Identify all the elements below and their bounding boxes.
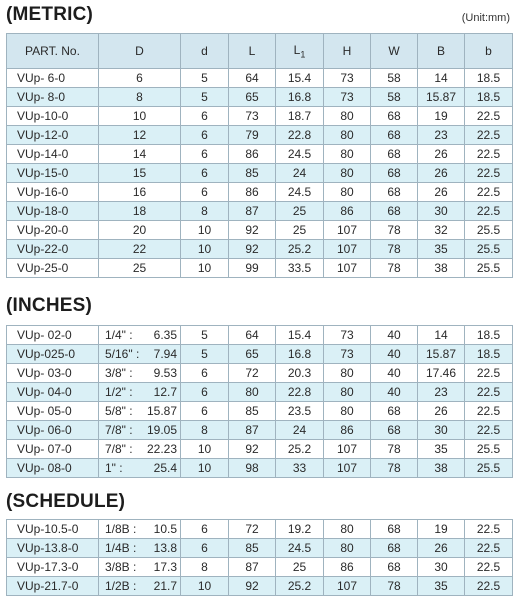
d-value: 12.7: [153, 385, 177, 399]
l1-cell: 24.5: [276, 539, 324, 558]
d-value: 9.53: [153, 366, 177, 380]
d-cell: [99, 539, 181, 558]
b-lower-cell: 25.5: [465, 440, 513, 459]
nominal-size-label: 5/16" :: [105, 347, 140, 361]
b-upper-cell: 26: [418, 539, 465, 558]
l1-cell: 22.8: [276, 126, 324, 145]
part-number-cell: VUp-12-0: [7, 126, 99, 145]
schedule-table-body: [7, 520, 513, 596]
l1-cell: 33: [276, 459, 324, 478]
table-row: [7, 539, 513, 558]
w-cell: 40: [371, 326, 418, 345]
b-upper-cell: 30: [418, 558, 465, 577]
h-cell: 73: [324, 88, 371, 107]
table-row: [7, 183, 513, 202]
metric-section-title: (METRIC): [6, 4, 94, 25]
part-number-cell: VUp- 03-0: [7, 364, 99, 383]
b-upper-cell: 17.46: [418, 364, 465, 383]
d-cell: [99, 364, 181, 383]
l1-cell: 24: [276, 164, 324, 183]
d-lower-cell: 6: [181, 539, 229, 558]
d-cell: [99, 520, 181, 539]
w-cell: 58: [371, 88, 418, 107]
w-cell: 58: [371, 69, 418, 88]
l1-cell: 23.5: [276, 402, 324, 421]
header-d-lower: d: [181, 34, 229, 69]
part-number-cell: VUp- 08-0: [7, 459, 99, 478]
nominal-size-label: 1/4" :: [105, 328, 133, 342]
b-lower-cell: 22.5: [465, 520, 513, 539]
table-row: [7, 577, 513, 596]
d-lower-cell: 5: [181, 69, 229, 88]
w-cell: 68: [371, 402, 418, 421]
d-cell: [99, 577, 181, 596]
l-cell: 92: [229, 440, 276, 459]
l1-cell: 16.8: [276, 345, 324, 364]
part-number-cell: VUp-18-0: [7, 202, 99, 221]
l-cell: 87: [229, 421, 276, 440]
table-row: [7, 440, 513, 459]
d-lower-cell: 8: [181, 421, 229, 440]
nominal-size-label: 1" :: [105, 461, 123, 475]
d-cell: [99, 383, 181, 402]
w-cell: 40: [371, 345, 418, 364]
l-cell: 85: [229, 402, 276, 421]
inches-table: [6, 325, 513, 478]
l-cell: 64: [229, 69, 276, 88]
h-cell: 73: [324, 69, 371, 88]
h-cell: 86: [324, 421, 371, 440]
b-upper-cell: 23: [418, 383, 465, 402]
d-cell: 25: [99, 259, 181, 278]
table-row: [7, 364, 513, 383]
nominal-size-label: 1/2B :: [105, 579, 137, 593]
table-row: [7, 202, 513, 221]
l-cell: 87: [229, 558, 276, 577]
table-row: [7, 145, 513, 164]
h-cell: 80: [324, 183, 371, 202]
b-upper-cell: 38: [418, 259, 465, 278]
d-lower-cell: 10: [181, 221, 229, 240]
header-b-upper: B: [418, 34, 465, 69]
h-cell: 86: [324, 558, 371, 577]
header-part-no: PART. No.: [7, 34, 99, 69]
table-row: [7, 88, 513, 107]
l1-cell: 16.8: [276, 88, 324, 107]
part-number-cell: VUp-15-0: [7, 164, 99, 183]
h-cell: 107: [324, 240, 371, 259]
l1-cell: 33.5: [276, 259, 324, 278]
part-number-cell: VUp-14-0: [7, 145, 99, 164]
w-cell: 68: [371, 520, 418, 539]
l-cell: 86: [229, 183, 276, 202]
table-row: [7, 126, 513, 145]
l1-cell: 25.2: [276, 440, 324, 459]
b-lower-cell: 25.5: [465, 240, 513, 259]
part-number-cell: VUp-13.8-0: [7, 539, 99, 558]
d-value: 13.8: [153, 541, 177, 555]
d-cell: 15: [99, 164, 181, 183]
b-upper-cell: 26: [418, 145, 465, 164]
nominal-size-label: 7/8" :: [105, 423, 133, 437]
d-lower-cell: 8: [181, 202, 229, 221]
d-lower-cell: 6: [181, 145, 229, 164]
l-cell: 72: [229, 520, 276, 539]
header-b-lower: b: [465, 34, 513, 69]
table-row: [7, 107, 513, 126]
w-cell: 68: [371, 145, 418, 164]
header-d-upper: D: [99, 34, 181, 69]
table-row: [7, 520, 513, 539]
d-value: 6.35: [153, 328, 177, 342]
part-number-cell: VUp-10.5-0: [7, 520, 99, 539]
inches-table-body: [7, 326, 513, 478]
l1-cell: 15.4: [276, 69, 324, 88]
d-value: 17.3: [153, 560, 177, 574]
l-cell: 99: [229, 259, 276, 278]
b-lower-cell: 22.5: [465, 558, 513, 577]
d-lower-cell: 10: [181, 240, 229, 259]
b-lower-cell: 22.5: [465, 107, 513, 126]
w-cell: 78: [371, 577, 418, 596]
d-cell: 22: [99, 240, 181, 259]
metric-table: [6, 33, 513, 278]
d-lower-cell: 6: [181, 107, 229, 126]
table-row: [7, 345, 513, 364]
l1-cell: 24: [276, 421, 324, 440]
l1-cell: 25.2: [276, 240, 324, 259]
part-number-cell: VUp-22-0: [7, 240, 99, 259]
d-cell: 18: [99, 202, 181, 221]
l-cell: 64: [229, 326, 276, 345]
part-number-cell: VUp-20-0: [7, 221, 99, 240]
nominal-size-label: 3/8" :: [105, 366, 133, 380]
part-number-cell: VUp- 06-0: [7, 421, 99, 440]
d-lower-cell: 10: [181, 440, 229, 459]
h-cell: 107: [324, 577, 371, 596]
part-number-cell: VUp- 6-0: [7, 69, 99, 88]
l-cell: 73: [229, 107, 276, 126]
b-lower-cell: 22.5: [465, 364, 513, 383]
d-cell: [99, 402, 181, 421]
h-cell: 80: [324, 164, 371, 183]
metric-table-body: [7, 69, 513, 278]
nominal-size-label: 1/8B :: [105, 522, 137, 536]
b-upper-cell: 19: [418, 107, 465, 126]
l-cell: 92: [229, 577, 276, 596]
h-cell: 107: [324, 259, 371, 278]
h-cell: 107: [324, 459, 371, 478]
d-lower-cell: 6: [181, 364, 229, 383]
b-lower-cell: 22.5: [465, 164, 513, 183]
part-number-cell: VUp-17.3-0: [7, 558, 99, 577]
part-number-cell: VUp-10-0: [7, 107, 99, 126]
d-lower-cell: 10: [181, 259, 229, 278]
nominal-size-label: 3/8B :: [105, 560, 137, 574]
b-lower-cell: 22.5: [465, 539, 513, 558]
h-cell: 73: [324, 345, 371, 364]
h-cell: 80: [324, 383, 371, 402]
part-number-cell: VUp- 04-0: [7, 383, 99, 402]
b-upper-cell: 26: [418, 164, 465, 183]
d-cell: [99, 345, 181, 364]
l1-cell: 24.5: [276, 183, 324, 202]
d-cell: 10: [99, 107, 181, 126]
l-cell: 79: [229, 126, 276, 145]
b-upper-cell: 19: [418, 520, 465, 539]
w-cell: 78: [371, 440, 418, 459]
h-cell: 107: [324, 221, 371, 240]
w-cell: 68: [371, 202, 418, 221]
d-lower-cell: 5: [181, 88, 229, 107]
l-cell: 92: [229, 221, 276, 240]
part-number-cell: VUp-16-0: [7, 183, 99, 202]
table-row: [7, 326, 513, 345]
l1-cell: 25: [276, 221, 324, 240]
schedule-table: [6, 519, 513, 596]
b-upper-cell: 26: [418, 402, 465, 421]
d-value: 10.5: [153, 522, 177, 536]
w-cell: 40: [371, 383, 418, 402]
d-cell: 12: [99, 126, 181, 145]
l1-cell: 25.2: [276, 577, 324, 596]
table-row: [7, 383, 513, 402]
part-number-cell: VUp- 07-0: [7, 440, 99, 459]
l-cell: 98: [229, 459, 276, 478]
unit-label: (Unit:mm): [461, 12, 510, 24]
w-cell: 68: [371, 107, 418, 126]
l-cell: 65: [229, 345, 276, 364]
header-w: W: [371, 34, 418, 69]
l-cell: 86: [229, 145, 276, 164]
d-cell: 16: [99, 183, 181, 202]
l-cell: 92: [229, 240, 276, 259]
nominal-size-label: 1/2" :: [105, 385, 133, 399]
d-cell: 8: [99, 88, 181, 107]
h-cell: 73: [324, 326, 371, 345]
w-cell: 40: [371, 364, 418, 383]
b-lower-cell: 18.5: [465, 69, 513, 88]
table-row: [7, 459, 513, 478]
b-lower-cell: 25.5: [465, 259, 513, 278]
b-upper-cell: 14: [418, 69, 465, 88]
l1-cell: 15.4: [276, 326, 324, 345]
table-row: [7, 69, 513, 88]
d-value: 22.23: [146, 442, 177, 456]
d-cell: 20: [99, 221, 181, 240]
b-lower-cell: 22.5: [465, 421, 513, 440]
b-upper-cell: 23: [418, 126, 465, 145]
b-lower-cell: 22.5: [465, 577, 513, 596]
b-upper-cell: 35: [418, 440, 465, 459]
h-cell: 80: [324, 107, 371, 126]
b-upper-cell: 35: [418, 577, 465, 596]
nominal-size-label: 7/8" :: [105, 442, 133, 456]
h-cell: 80: [324, 402, 371, 421]
w-cell: 68: [371, 421, 418, 440]
d-cell: [99, 421, 181, 440]
h-cell: 80: [324, 145, 371, 164]
metric-header-row: [7, 34, 513, 69]
b-lower-cell: 25.5: [465, 459, 513, 478]
d-lower-cell: 10: [181, 577, 229, 596]
d-value: 21.7: [153, 579, 177, 593]
table-row: [7, 402, 513, 421]
l-cell: 65: [229, 88, 276, 107]
d-cell: [99, 326, 181, 345]
l1-cell: 25: [276, 558, 324, 577]
d-cell: [99, 558, 181, 577]
d-lower-cell: 6: [181, 126, 229, 145]
b-upper-cell: 15.87: [418, 345, 465, 364]
b-upper-cell: 38: [418, 459, 465, 478]
b-upper-cell: 35: [418, 240, 465, 259]
nominal-size-label: 5/8" :: [105, 404, 133, 418]
b-lower-cell: 22.5: [465, 126, 513, 145]
nominal-size-label: 1/4B :: [105, 541, 137, 555]
part-number-cell: VUp- 8-0: [7, 88, 99, 107]
b-upper-cell: 15.87: [418, 88, 465, 107]
b-upper-cell: 14: [418, 326, 465, 345]
h-cell: 80: [324, 364, 371, 383]
d-cell: [99, 440, 181, 459]
d-value: 25.4: [153, 461, 177, 475]
h-cell: 107: [324, 440, 371, 459]
d-value: 7.94: [153, 347, 177, 361]
table-row: [7, 421, 513, 440]
b-upper-cell: 32: [418, 221, 465, 240]
w-cell: 68: [371, 164, 418, 183]
w-cell: 68: [371, 539, 418, 558]
inches-section-title: (INCHES): [6, 295, 93, 316]
d-cell: [99, 459, 181, 478]
d-value: 19.05: [146, 423, 177, 437]
table-row: [7, 164, 513, 183]
h-cell: 80: [324, 539, 371, 558]
d-cell: 14: [99, 145, 181, 164]
b-lower-cell: 18.5: [465, 345, 513, 364]
l1-cell: 20.3: [276, 364, 324, 383]
table-row: [7, 259, 513, 278]
part-number-cell: VUp-025-0: [7, 345, 99, 364]
b-lower-cell: 22.5: [465, 383, 513, 402]
b-lower-cell: 22.5: [465, 145, 513, 164]
d-lower-cell: 6: [181, 164, 229, 183]
l-cell: 85: [229, 539, 276, 558]
header-l: L: [229, 34, 276, 69]
table-row: [7, 221, 513, 240]
d-lower-cell: 6: [181, 383, 229, 402]
d-lower-cell: 6: [181, 402, 229, 421]
w-cell: 68: [371, 126, 418, 145]
w-cell: 78: [371, 259, 418, 278]
part-number-cell: VUp- 05-0: [7, 402, 99, 421]
b-upper-cell: 30: [418, 421, 465, 440]
l-cell: 72: [229, 364, 276, 383]
b-lower-cell: 22.5: [465, 183, 513, 202]
h-cell: 80: [324, 126, 371, 145]
b-lower-cell: 22.5: [465, 402, 513, 421]
h-cell: 80: [324, 520, 371, 539]
d-lower-cell: 8: [181, 558, 229, 577]
d-lower-cell: 6: [181, 520, 229, 539]
d-lower-cell: 6: [181, 183, 229, 202]
part-number-cell: VUp- 02-0: [7, 326, 99, 345]
l1-cell: 18.7: [276, 107, 324, 126]
l-cell: 87: [229, 202, 276, 221]
schedule-section-title: (SCHEDULE): [6, 491, 126, 512]
header-h: H: [324, 34, 371, 69]
w-cell: 78: [371, 221, 418, 240]
d-lower-cell: 10: [181, 459, 229, 478]
b-upper-cell: 26: [418, 183, 465, 202]
b-lower-cell: 25.5: [465, 221, 513, 240]
d-cell: 6: [99, 69, 181, 88]
table-row: [7, 240, 513, 259]
w-cell: 78: [371, 240, 418, 259]
l1-cell: 22.8: [276, 383, 324, 402]
l1-cell: 19.2: [276, 520, 324, 539]
l-cell: 80: [229, 383, 276, 402]
part-number-cell: VUp-21.7-0: [7, 577, 99, 596]
b-upper-cell: 30: [418, 202, 465, 221]
part-number-cell: VUp-25-0: [7, 259, 99, 278]
table-row: [7, 558, 513, 577]
d-value: 15.87: [146, 404, 177, 418]
b-lower-cell: 18.5: [465, 88, 513, 107]
l-cell: 85: [229, 164, 276, 183]
header-l1: $L_1$: [276, 34, 324, 69]
h-cell: 86: [324, 202, 371, 221]
w-cell: 78: [371, 459, 418, 478]
d-lower-cell: 5: [181, 326, 229, 345]
b-lower-cell: 22.5: [465, 202, 513, 221]
d-lower-cell: 5: [181, 345, 229, 364]
l1-cell: 25: [276, 202, 324, 221]
w-cell: 68: [371, 558, 418, 577]
w-cell: 68: [371, 183, 418, 202]
b-lower-cell: 18.5: [465, 326, 513, 345]
l1-cell: 24.5: [276, 145, 324, 164]
